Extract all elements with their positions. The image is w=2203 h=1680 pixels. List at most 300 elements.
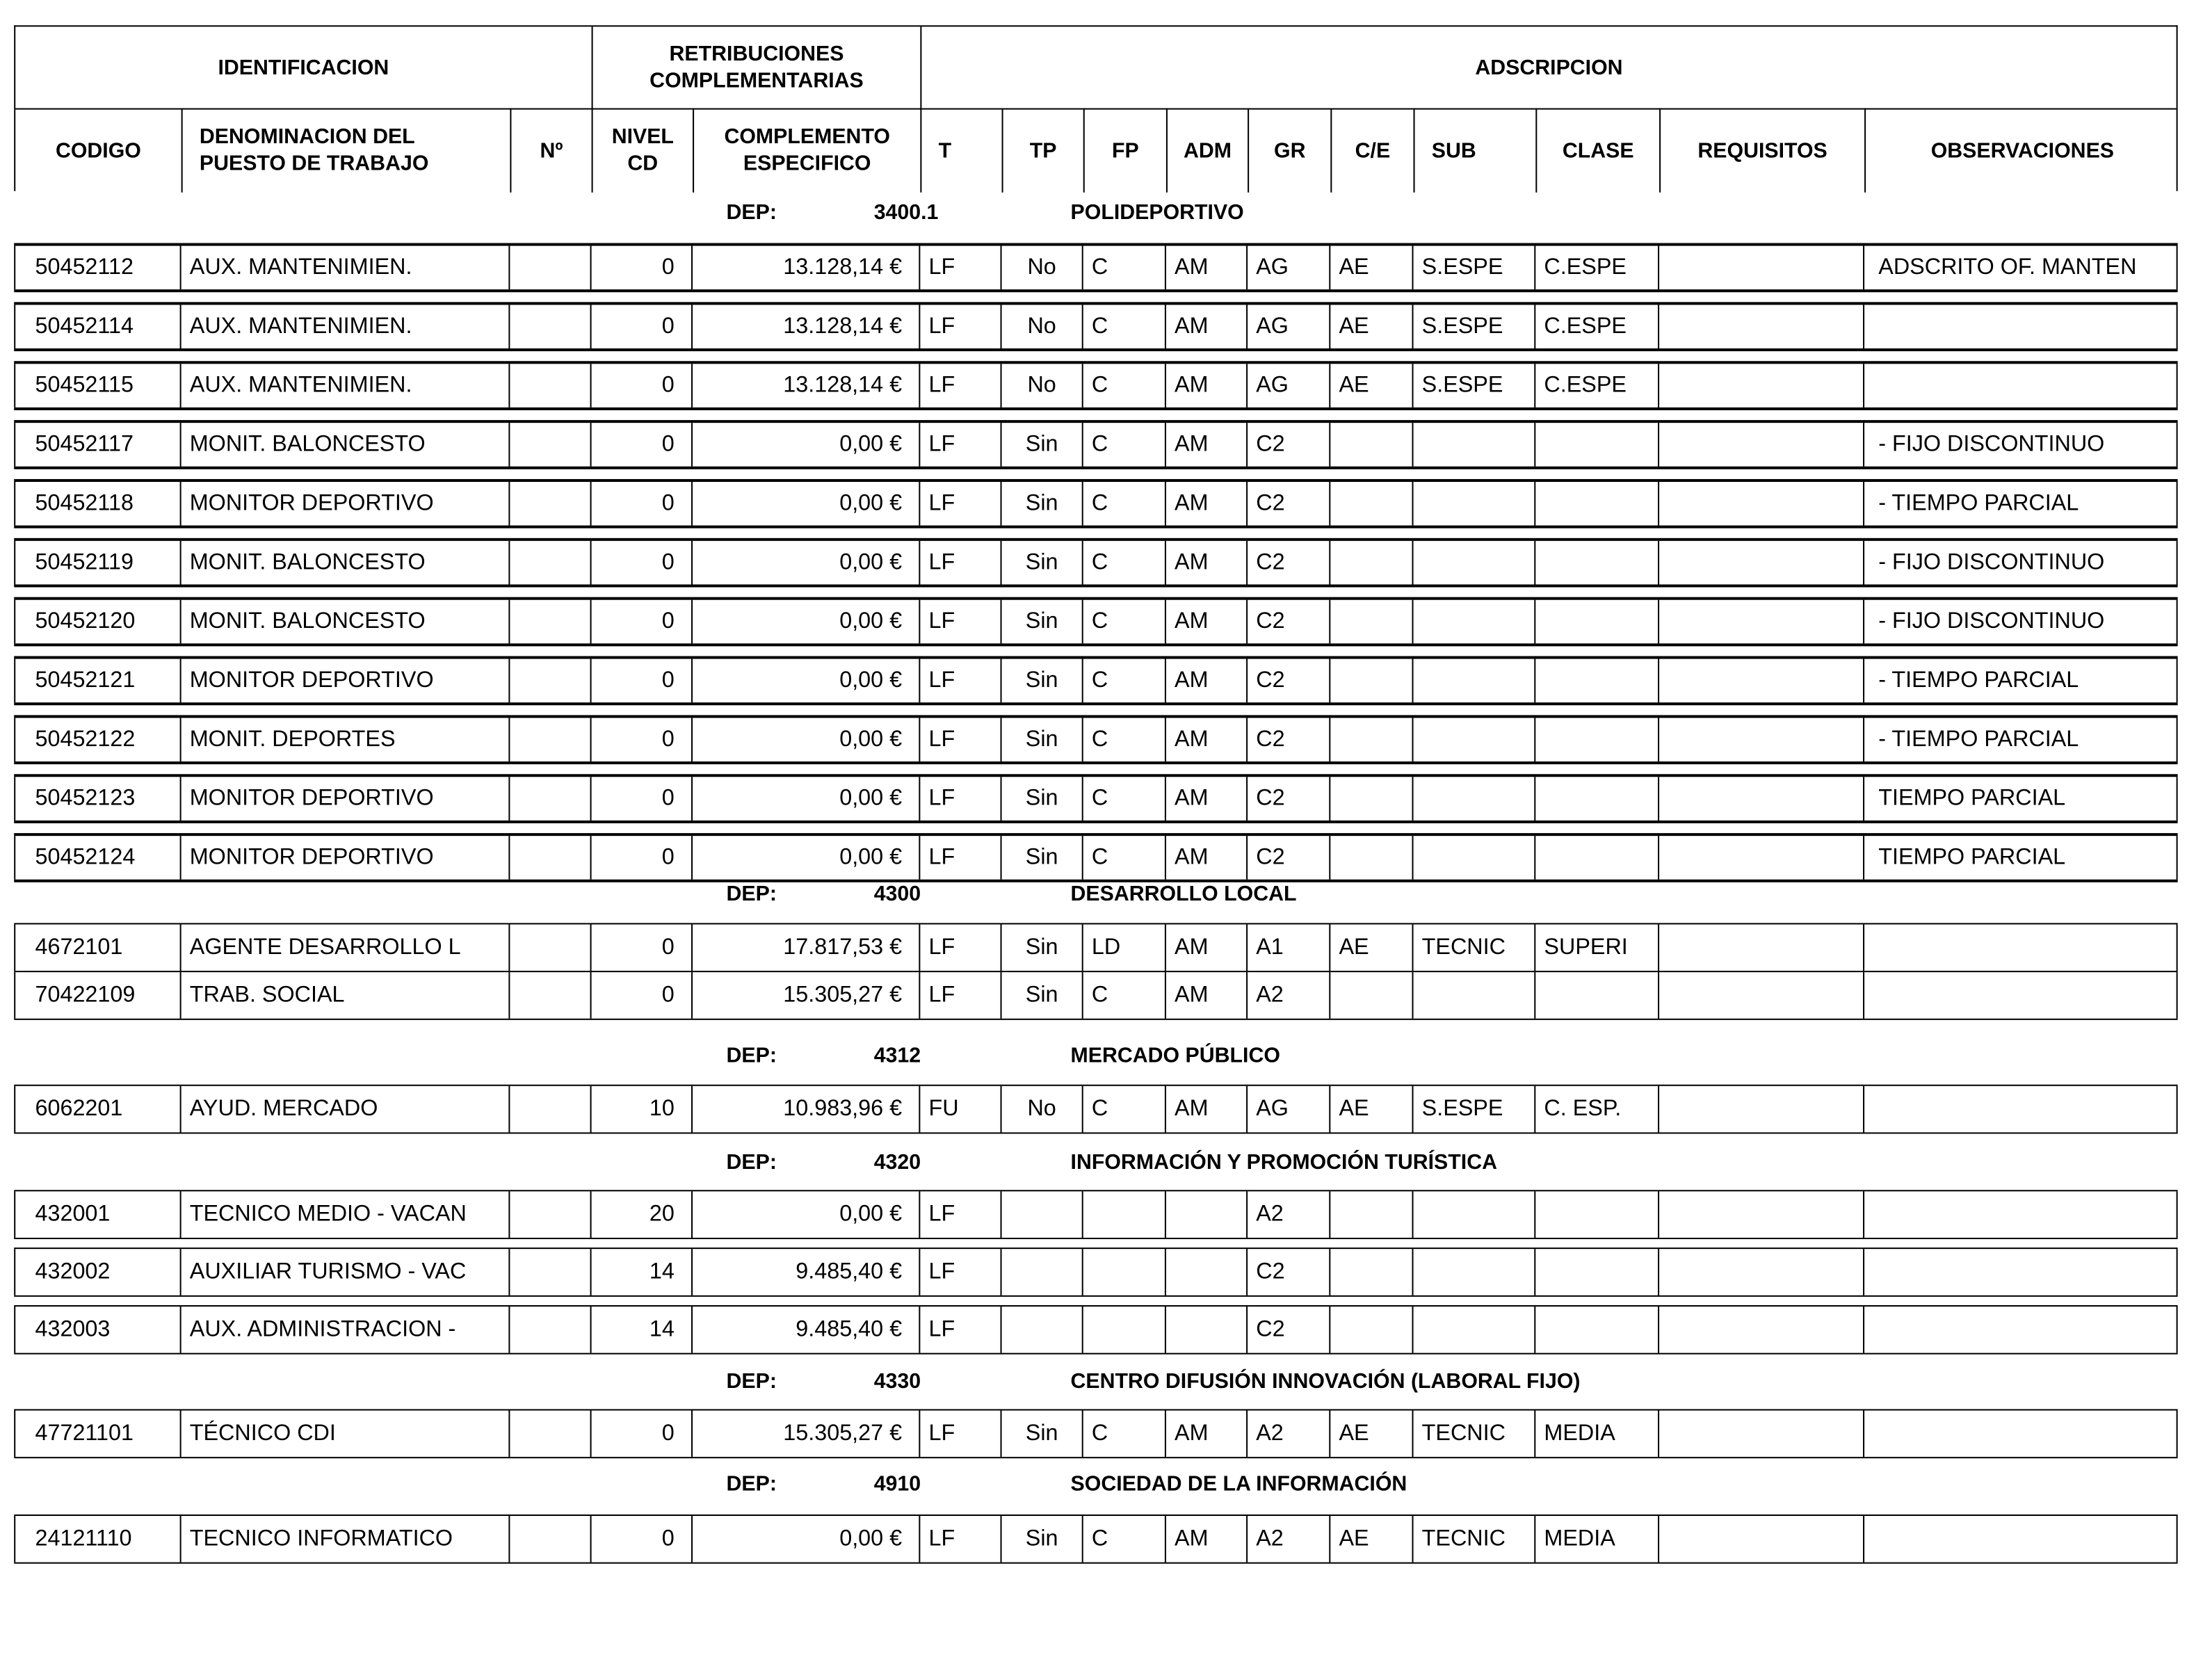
- department-name: INFORMACIÓN Y PROMOCIÓN TURÍSTICA: [1070, 1150, 1497, 1175]
- cell-clase: [1534, 1307, 1658, 1353]
- cell-adm: AM: [1165, 600, 1246, 644]
- department-name: DESARROLLO LOCAL: [1070, 882, 1297, 907]
- cell-codigo: 50452115: [14, 364, 179, 407]
- column-header-codigo: CODIGO: [55, 138, 141, 163]
- cell-numero: [508, 1410, 590, 1457]
- table-header: [14, 25, 2177, 191]
- cell-denominacion: AUX. MANTENIMIEN.: [180, 364, 509, 407]
- column-header-tp: TP: [1002, 108, 1083, 193]
- cell-fp: C: [1082, 305, 1165, 348]
- cell-complemento-especifico: 0,00 €: [691, 718, 919, 761]
- cell-sub: [1412, 777, 1535, 821]
- cell-clase: SUPERI: [1534, 924, 1658, 971]
- cell-gr: AG: [1246, 364, 1329, 407]
- cell-gr: C2: [1246, 659, 1329, 703]
- cell-ce: AE: [1329, 924, 1412, 971]
- department-label: DEP:: [726, 882, 777, 907]
- cell-sub: [1412, 423, 1535, 467]
- department-heading: [0, 882, 2203, 910]
- cell-fp: [1082, 1249, 1165, 1295]
- cell-observaciones: TIEMPO PARCIAL: [1863, 836, 2178, 880]
- cell-t: LF: [919, 305, 1000, 348]
- cell-complemento-especifico: 0,00 €: [691, 1191, 919, 1238]
- department-name: SOCIEDAD DE LA INFORMACIÓN: [1070, 1472, 1407, 1496]
- cell-t: LF: [919, 482, 1000, 526]
- cell-sub: [1412, 1191, 1535, 1238]
- cell-clase: [1534, 482, 1658, 526]
- cell-numero: [508, 777, 590, 821]
- cell-numero: [508, 659, 590, 703]
- cell-clase: C. ESP.: [1534, 1086, 1658, 1133]
- cell-nivel-cd: 0: [590, 364, 691, 407]
- cell-gr: A2: [1246, 1191, 1329, 1238]
- department-code: 4312: [873, 1044, 921, 1068]
- cell-t: LF: [919, 718, 1000, 761]
- cell-denominacion: MONIT. BALONCESTO: [180, 600, 509, 644]
- cell-numero: [508, 836, 590, 880]
- cell-nivel-cd: 14: [590, 1249, 691, 1295]
- cell-requisitos: [1658, 718, 1863, 761]
- cell-codigo: 50452117: [14, 423, 179, 467]
- department-label: DEP:: [726, 1369, 777, 1394]
- cell-tp: [1001, 1191, 1082, 1238]
- column-header-fp: FP: [1083, 108, 1166, 193]
- cell-nivel-cd: 0: [590, 423, 691, 467]
- cell-t: LF: [919, 246, 1000, 290]
- column-header-denominacion: DENOMINACION DEL PUESTO DE TRABAJO: [181, 108, 510, 193]
- cell-tp: No: [1001, 246, 1082, 290]
- cell-nivel-cd: 10: [590, 1086, 691, 1133]
- cell-requisitos: [1658, 777, 1863, 821]
- cell-tp: No: [1001, 1086, 1082, 1133]
- cell-tp: Sin: [1001, 1410, 1082, 1457]
- table-row: [14, 923, 2177, 971]
- cell-denominacion: MONIT. DEPORTES: [180, 718, 509, 761]
- cell-adm: AM: [1165, 1410, 1246, 1457]
- cell-t: LF: [919, 423, 1000, 467]
- cell-denominacion: AUX. MANTENIMIEN.: [180, 305, 509, 348]
- cell-adm: AM: [1165, 718, 1246, 761]
- table-row: [14, 243, 2177, 293]
- cell-complemento-especifico: 10.983,96 €: [691, 1086, 919, 1133]
- column-header-nivel-cd: NIVEL CD: [592, 108, 693, 193]
- cell-observaciones: [1863, 364, 2178, 407]
- cell-sub: TECNIC: [1412, 1410, 1535, 1457]
- cell-t: LF: [919, 659, 1000, 703]
- cell-requisitos: [1658, 972, 1863, 1019]
- cell-clase: C.ESPE: [1534, 246, 1658, 290]
- cell-adm: AM: [1165, 924, 1246, 971]
- cell-denominacion: MONITOR DEPORTIVO: [180, 836, 509, 880]
- cell-gr: C2: [1246, 1307, 1329, 1353]
- cell-tp: Sin: [1001, 718, 1082, 761]
- cell-numero: [508, 246, 590, 290]
- cell-tp: No: [1001, 364, 1082, 407]
- table-row: [14, 420, 2177, 469]
- table-row: [14, 479, 2177, 528]
- cell-codigo: 50452124: [14, 836, 179, 880]
- cell-denominacion: MONITOR DEPORTIVO: [180, 659, 509, 703]
- cell-adm: AM: [1165, 659, 1246, 703]
- cell-fp: C: [1082, 364, 1165, 407]
- table-row: [14, 302, 2177, 351]
- cell-nivel-cd: 0: [590, 924, 691, 971]
- cell-sub: [1412, 836, 1535, 880]
- cell-denominacion: MONITOR DEPORTIVO: [180, 777, 509, 821]
- cell-gr: A2: [1246, 1410, 1329, 1457]
- department-name: MERCADO PÚBLICO: [1070, 1044, 1280, 1068]
- cell-complemento-especifico: 17.817,53 €: [691, 924, 919, 971]
- cell-adm: [1165, 1307, 1246, 1353]
- cell-requisitos: [1658, 1086, 1863, 1133]
- cell-adm: AM: [1165, 423, 1246, 467]
- cell-nivel-cd: 0: [590, 541, 691, 585]
- cell-observaciones: [1863, 1307, 2178, 1353]
- cell-observaciones: ADSCRITO OF. MANTEN: [1863, 246, 2178, 290]
- cell-codigo: 4672101: [14, 924, 179, 971]
- table-row: [14, 1085, 2177, 1134]
- cell-clase: [1534, 541, 1658, 585]
- department-code: 4300: [873, 882, 921, 907]
- cell-sub: S.ESPE: [1412, 1086, 1535, 1133]
- department-name: CENTRO DIFUSIÓN INNOVACIÓN (LABORAL FIJO): [1070, 1369, 1581, 1394]
- cell-ce: [1329, 1249, 1412, 1295]
- cell-requisitos: [1658, 1410, 1863, 1457]
- table-row: [14, 1190, 2177, 1239]
- cell-sub: S.ESPE: [1412, 246, 1535, 290]
- cell-sub: [1412, 541, 1535, 585]
- cell-complemento-especifico: 9.485,40 €: [691, 1249, 919, 1295]
- cell-ce: [1329, 1307, 1412, 1353]
- cell-clase: [1534, 836, 1658, 880]
- cell-numero: [508, 600, 590, 644]
- cell-numero: [508, 305, 590, 348]
- cell-sub: S.ESPE: [1412, 305, 1535, 348]
- cell-nivel-cd: 14: [590, 1307, 691, 1353]
- department-label: DEP:: [726, 200, 777, 225]
- group-retribuciones: RETRIBUCIONES COMPLEMENTARIAS: [592, 26, 921, 108]
- cell-fp: C: [1082, 1410, 1165, 1457]
- column-header-numero: Nº: [510, 108, 591, 193]
- cell-adm: AM: [1165, 972, 1246, 1019]
- cell-t: LF: [919, 364, 1000, 407]
- department-heading: [0, 1472, 2203, 1500]
- cell-codigo: 50452118: [14, 482, 179, 526]
- cell-t: LF: [919, 836, 1000, 880]
- cell-denominacion: AUX. MANTENIMIEN.: [180, 246, 509, 290]
- department-label: DEP:: [726, 1044, 777, 1068]
- cell-clase: [1534, 718, 1658, 761]
- column-header-sub: SUB: [1414, 108, 1536, 193]
- cell-nivel-cd: 20: [590, 1191, 691, 1238]
- cell-sub: [1412, 718, 1535, 761]
- cell-gr: AG: [1246, 246, 1329, 290]
- cell-clase: [1534, 600, 1658, 644]
- cell-clase: MEDIA: [1534, 1410, 1658, 1457]
- cell-numero: [508, 972, 590, 1019]
- cell-adm: AM: [1165, 482, 1246, 526]
- cell-codigo: 432003: [14, 1307, 179, 1353]
- department-code: 3400.1: [873, 200, 939, 225]
- cell-fp: C: [1082, 600, 1165, 644]
- cell-gr: C2: [1246, 600, 1329, 644]
- cell-t: LF: [919, 924, 1000, 971]
- department-table: [14, 1085, 2177, 1134]
- cell-clase: [1534, 659, 1658, 703]
- department-name: POLIDEPORTIVO: [1070, 200, 1244, 225]
- department-table: [14, 1409, 2177, 1458]
- table-row: [14, 715, 2177, 764]
- cell-tp: No: [1001, 305, 1082, 348]
- cell-observaciones: - FIJO DISCONTINUO: [1863, 423, 2178, 467]
- cell-requisitos: [1658, 541, 1863, 585]
- cell-denominacion: AUX. ADMINISTRACION -: [180, 1307, 509, 1353]
- cell-sub: [1412, 1249, 1535, 1295]
- cell-nivel-cd: 0: [590, 718, 691, 761]
- cell-ce: [1329, 541, 1412, 585]
- cell-tp: [1001, 1249, 1082, 1295]
- cell-requisitos: [1658, 1249, 1863, 1295]
- cell-ce: [1329, 972, 1412, 1019]
- cell-sub: [1412, 972, 1535, 1019]
- cell-numero: [508, 423, 590, 467]
- cell-complemento-especifico: 0,00 €: [691, 482, 919, 526]
- cell-fp: C: [1082, 246, 1165, 290]
- cell-complemento-especifico: 0,00 €: [691, 423, 919, 467]
- department-code: 4320: [873, 1150, 921, 1175]
- cell-ce: AE: [1329, 246, 1412, 290]
- column-header-complemento-especifico: COMPLEMENTO ESPECIFICO: [693, 108, 920, 193]
- cell-requisitos: [1658, 364, 1863, 407]
- cell-observaciones: [1863, 305, 2178, 348]
- cell-requisitos: [1658, 836, 1863, 880]
- cell-fp: C: [1082, 482, 1165, 526]
- cell-observaciones: [1863, 1516, 2178, 1562]
- cell-sub: TECNIC: [1412, 1516, 1535, 1562]
- department-table: [14, 1190, 2177, 1363]
- cell-observaciones: [1863, 1249, 2178, 1295]
- department-label: DEP:: [726, 1472, 777, 1496]
- cell-adm: AM: [1165, 777, 1246, 821]
- cell-denominacion: MONITOR DEPORTIVO: [180, 482, 509, 526]
- department-heading: [0, 1151, 2203, 1179]
- cell-tp: Sin: [1001, 972, 1082, 1019]
- table-row: [14, 597, 2177, 647]
- cell-sub: [1412, 1307, 1535, 1353]
- cell-adm: AM: [1165, 541, 1246, 585]
- cell-tp: Sin: [1001, 1516, 1082, 1562]
- cell-complemento-especifico: 15.305,27 €: [691, 972, 919, 1019]
- cell-ce: [1329, 836, 1412, 880]
- cell-requisitos: [1658, 1307, 1863, 1353]
- department-table: [14, 923, 2177, 1019]
- cell-t: FU: [919, 1086, 1000, 1133]
- department-heading: [0, 201, 2203, 229]
- cell-observaciones: [1863, 1410, 2178, 1457]
- cell-gr: C2: [1246, 777, 1329, 821]
- cell-requisitos: [1658, 924, 1863, 971]
- cell-codigo: 6062201: [14, 1086, 179, 1133]
- cell-t: LF: [919, 1410, 1000, 1457]
- column-header-observaciones: OBSERVACIONES: [1864, 108, 2179, 193]
- cell-ce: AE: [1329, 1086, 1412, 1133]
- cell-tp: Sin: [1001, 659, 1082, 703]
- cell-numero: [508, 1516, 590, 1562]
- cell-numero: [508, 1086, 590, 1133]
- cell-tp: [1001, 1307, 1082, 1353]
- cell-clase: [1534, 972, 1658, 1019]
- cell-t: LF: [919, 1516, 1000, 1562]
- cell-ce: [1329, 777, 1412, 821]
- cell-codigo: 432001: [14, 1191, 179, 1238]
- cell-clase: MEDIA: [1534, 1516, 1658, 1562]
- cell-t: LF: [919, 777, 1000, 821]
- cell-fp: C: [1082, 423, 1165, 467]
- cell-complemento-especifico: 15.305,27 €: [691, 1410, 919, 1457]
- cell-denominacion: AGENTE DESARROLLO L: [180, 924, 509, 971]
- cell-denominacion: TRAB. SOCIAL: [180, 972, 509, 1019]
- column-header-requisitos: REQUISITOS: [1659, 108, 1864, 193]
- cell-requisitos: [1658, 659, 1863, 703]
- cell-complemento-especifico: 0,00 €: [691, 836, 919, 880]
- cell-nivel-cd: 0: [590, 246, 691, 290]
- group-adscripcion: ADSCRIPCION: [920, 26, 2176, 108]
- table-row: [14, 833, 2177, 882]
- cell-fp: C: [1082, 1086, 1165, 1133]
- cell-adm: AM: [1165, 1516, 1246, 1562]
- cell-sub: S.ESPE: [1412, 364, 1535, 407]
- cell-numero: [508, 1307, 590, 1353]
- column-header-clase: CLASE: [1535, 108, 1659, 193]
- cell-ce: [1329, 1191, 1412, 1238]
- cell-requisitos: [1658, 1191, 1863, 1238]
- cell-requisitos: [1658, 482, 1863, 526]
- cell-denominacion: AUXILIAR TURISMO - VAC: [180, 1249, 509, 1295]
- cell-codigo: 50452121: [14, 659, 179, 703]
- cell-clase: [1534, 1191, 1658, 1238]
- cell-complemento-especifico: 0,00 €: [691, 541, 919, 585]
- cell-observaciones: [1863, 1191, 2178, 1238]
- cell-t: LF: [919, 1307, 1000, 1353]
- department-code: 4910: [873, 1472, 921, 1496]
- cell-tp: Sin: [1001, 423, 1082, 467]
- cell-nivel-cd: 0: [590, 482, 691, 526]
- cell-fp: C: [1082, 1516, 1165, 1562]
- cell-codigo: 50452119: [14, 541, 179, 585]
- cell-adm: AM: [1165, 305, 1246, 348]
- cell-clase: [1534, 1249, 1658, 1295]
- cell-nivel-cd: 0: [590, 600, 691, 644]
- cell-complemento-especifico: 0,00 €: [691, 1516, 919, 1562]
- cell-requisitos: [1658, 423, 1863, 467]
- cell-observaciones: - FIJO DISCONTINUO: [1863, 541, 2178, 585]
- cell-t: LF: [919, 541, 1000, 585]
- cell-sub: [1412, 600, 1535, 644]
- cell-observaciones: - TIEMPO PARCIAL: [1863, 718, 2178, 761]
- cell-denominacion: MONIT. BALONCESTO: [180, 541, 509, 585]
- cell-denominacion: TÉCNICO CDI: [180, 1410, 509, 1457]
- table-row: [14, 538, 2177, 588]
- cell-fp: C: [1082, 718, 1165, 761]
- cell-gr: C2: [1246, 541, 1329, 585]
- cell-codigo: 24121110: [14, 1516, 179, 1562]
- group-identificacion: IDENTIFICACION: [218, 55, 389, 80]
- cell-fp: C: [1082, 777, 1165, 821]
- table-row: [14, 656, 2177, 706]
- cell-observaciones: - TIEMPO PARCIAL: [1863, 659, 2178, 703]
- cell-nivel-cd: 0: [590, 659, 691, 703]
- cell-ce: AE: [1329, 1410, 1412, 1457]
- department-code: 4330: [873, 1369, 921, 1394]
- cell-t: LF: [919, 1249, 1000, 1295]
- cell-codigo: 50452114: [14, 305, 179, 348]
- cell-complemento-especifico: 0,00 €: [691, 777, 919, 821]
- cell-sub: [1412, 482, 1535, 526]
- cell-sub: TECNIC: [1412, 924, 1535, 971]
- cell-gr: C2: [1246, 1249, 1329, 1295]
- cell-tp: Sin: [1001, 836, 1082, 880]
- cell-fp: C: [1082, 541, 1165, 585]
- cell-tp: Sin: [1001, 541, 1082, 585]
- column-header-adm: ADM: [1166, 108, 1248, 193]
- cell-numero: [508, 1249, 590, 1295]
- cell-t: LF: [919, 972, 1000, 1019]
- cell-requisitos: [1658, 246, 1863, 290]
- cell-nivel-cd: 0: [590, 1410, 691, 1457]
- cell-t: LF: [919, 1191, 1000, 1238]
- cell-ce: [1329, 659, 1412, 703]
- cell-clase: C.ESPE: [1534, 364, 1658, 407]
- cell-fp: C: [1082, 659, 1165, 703]
- cell-fp: LD: [1082, 924, 1165, 971]
- cell-complemento-especifico: 13.128,14 €: [691, 305, 919, 348]
- cell-gr: AG: [1246, 305, 1329, 348]
- cell-complemento-especifico: 9.485,40 €: [691, 1307, 919, 1353]
- column-header-gr: GR: [1248, 108, 1330, 193]
- cell-nivel-cd: 0: [590, 305, 691, 348]
- cell-ce: [1329, 718, 1412, 761]
- cell-gr: C2: [1246, 836, 1329, 880]
- cell-requisitos: [1658, 305, 1863, 348]
- cell-tp: Sin: [1001, 924, 1082, 971]
- cell-observaciones: - FIJO DISCONTINUO: [1863, 600, 2178, 644]
- cell-tp: Sin: [1001, 777, 1082, 821]
- column-header-ce: C/E: [1330, 108, 1413, 193]
- department-label: DEP:: [726, 1150, 777, 1175]
- table-row: [14, 1409, 2177, 1458]
- cell-requisitos: [1658, 1516, 1863, 1562]
- cell-clase: [1534, 423, 1658, 467]
- cell-ce: [1329, 423, 1412, 467]
- cell-codigo: 50452120: [14, 600, 179, 644]
- cell-codigo: 50452112: [14, 246, 179, 290]
- cell-numero: [508, 718, 590, 761]
- cell-gr: A1: [1246, 924, 1329, 971]
- cell-clase: C.ESPE: [1534, 305, 1658, 348]
- cell-gr: C2: [1246, 718, 1329, 761]
- department-heading: [0, 1370, 2203, 1398]
- cell-t: LF: [919, 600, 1000, 644]
- cell-gr: A2: [1246, 972, 1329, 1019]
- cell-fp: [1082, 1191, 1165, 1238]
- cell-gr: A2: [1246, 1516, 1329, 1562]
- cell-nivel-cd: 0: [590, 836, 691, 880]
- cell-adm: AM: [1165, 836, 1246, 880]
- department-table: [14, 243, 2177, 892]
- cell-tp: Sin: [1001, 482, 1082, 526]
- table-row: [14, 361, 2177, 410]
- cell-numero: [508, 1191, 590, 1238]
